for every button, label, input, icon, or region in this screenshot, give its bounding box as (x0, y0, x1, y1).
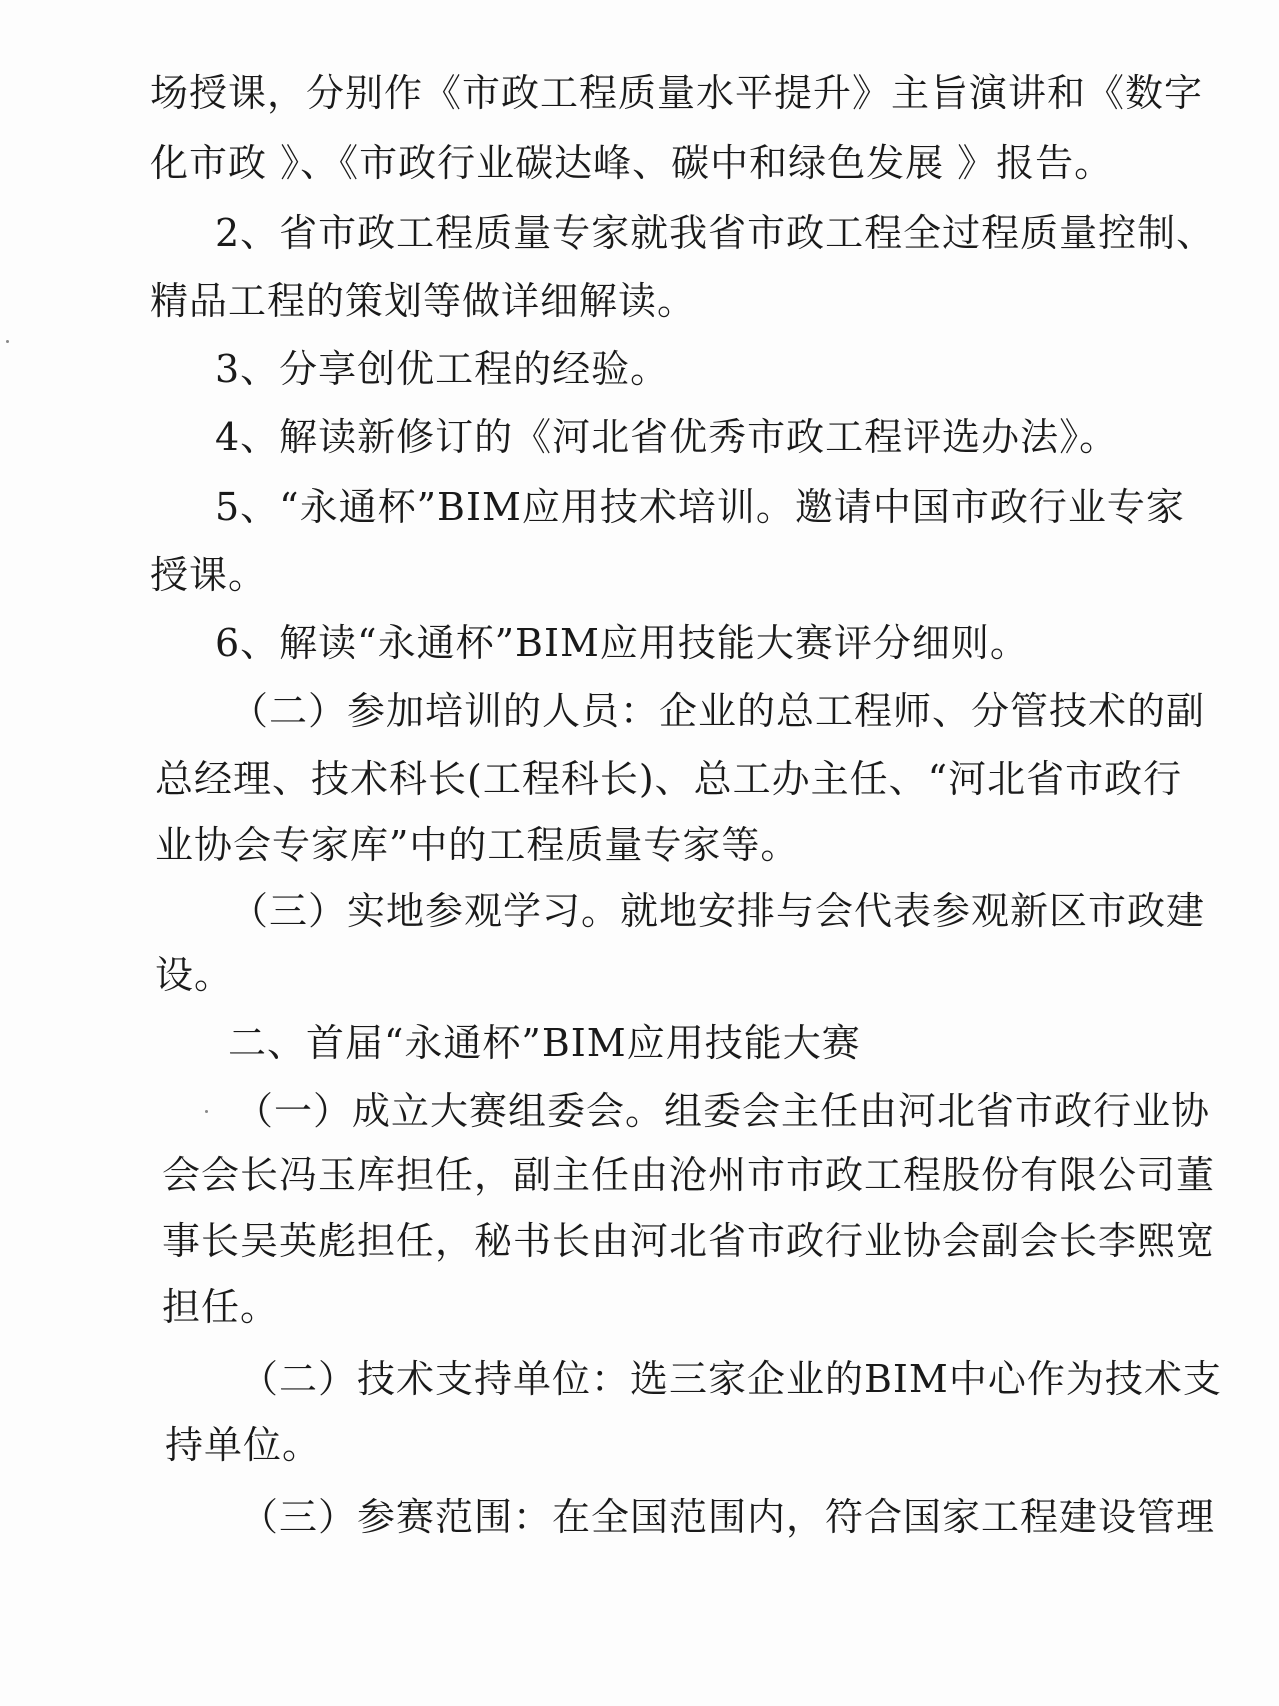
text-line-11: 总经理、技术科长(工程科长)、总工办主任、“河北省市政行 (155, 757, 1183, 801)
scan-speck (205, 1110, 208, 1113)
text-line-20: （二）技术支持单位：选三家企业的BIM中心作为技术支 (240, 1357, 1222, 1401)
text-line-12: 业协会专家库”中的工程质量专家等。 (155, 823, 800, 867)
text-line-21: 持单位。 (165, 1423, 322, 1467)
text-line-2: 化市政 》、《市政行业碳达峰、碳中和绿色发展 》报告。 (150, 141, 1114, 185)
text-line-16: （一）成立大赛组委会。组委会主任由河北省市政行业协 (235, 1089, 1211, 1133)
text-line-18: 事长吴英彪担任，秘书长由河北省市政行业协会副会长李熙宽 (162, 1219, 1216, 1263)
text-line-1: 场授课，分别作《市政工程质量水平提升》主旨演讲和《数字 (150, 71, 1204, 115)
text-line-5: 3、分享创优工程的经验。 (215, 347, 670, 391)
text-line-19: 担任。 (162, 1285, 280, 1329)
text-line-6: 4、解读新修订的《河北省优秀市政工程评选办法》。 (215, 415, 1119, 459)
text-line-13: （三）实地参观学习。就地安排与会代表参观新区市政建 (230, 889, 1206, 933)
text-line-8: 授课。 (150, 553, 268, 597)
text-line-22: （三）参赛范围：在全国范围内，符合国家工程建设管理 (240, 1495, 1216, 1539)
scan-speck (6, 340, 9, 343)
text-line-17: 会会长冯玉库担任，副主任由沧州市市政工程股份有限公司董 (162, 1153, 1216, 1197)
text-line-10: （二）参加培训的人员：企业的总工程师、分管技术的副 (230, 689, 1206, 733)
section-heading: 二、首届“永通杯”BIM应用技能大赛 (228, 1021, 861, 1065)
text-line-14: 设。 (155, 953, 234, 997)
text-line-7: 5、“永通杯”BIM应用技术培训。邀请中国市政行业专家 (215, 485, 1185, 529)
text-line-4: 精品工程的策划等做详细解读。 (150, 279, 697, 323)
text-line-9: 6、解读“永通杯”BIM应用技能大赛评分细则。 (215, 621, 1029, 665)
text-line-3: 2、省市政工程质量专家就我省市政工程全过程质量控制、 (215, 211, 1216, 255)
